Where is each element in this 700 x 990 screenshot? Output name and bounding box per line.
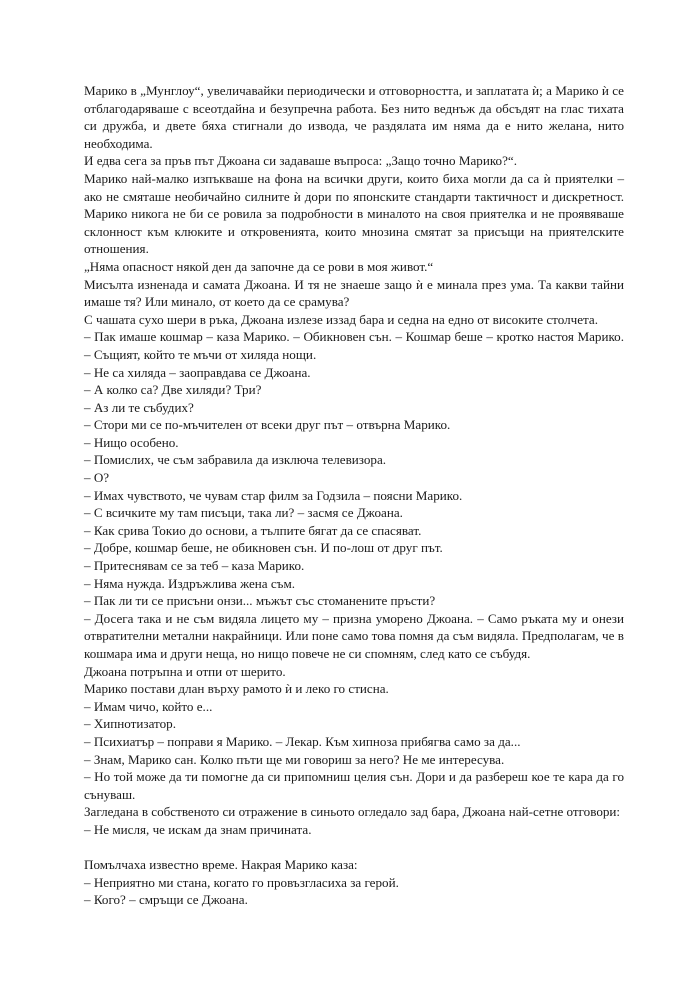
paragraph: Помълчаха известно време. Накрая Марико каза: (84, 857, 358, 873)
paragraph: С чашата сухо шери в ръка, Джоана излезе иззад бара и седна на едно от високите столчета. (84, 311, 598, 327)
paragraph: – С всичките му там писъци, така ли? – засмя се Джоана. (84, 505, 403, 521)
paragraph: Джоана потръпна и отпи от шерито. (84, 663, 286, 679)
paragraph: Загледана в собственото си отражение в синьото огледало зад бара, Джоана най-сетне отговори: (84, 804, 621, 820)
paragraph: – Как срива Токио до основи, а тълпите бягат да се спасяват. (84, 522, 422, 538)
paragraph-gap (84, 839, 624, 857)
paragraph: – Неприятно ми стана, когато го провъзгласиха за герой. (84, 874, 399, 890)
paragraph: – А колко са? Две хиляди? Три? (84, 382, 262, 398)
paragraph: – Стори ми се по-мъчителен от всеки друг път – отвърна Марико. (84, 417, 451, 433)
paragraph: – Психиатър – поправи я Марико. – Лекар. Към хипноза прибягва само за да... (84, 733, 521, 749)
paragraph: Марико постави длан върху рамото ѝ и леко го стисна. (84, 681, 389, 697)
paragraph: – Но той може да ти помогне да си припомниш целия сън. Дори и да разбереш кое те кара да го сънуваш. (84, 769, 624, 802)
paragraph: И едва сега за пръв път Джоана си задаваше въпроса: „Защо точно Марико?“. (84, 153, 517, 169)
paragraph: – Досега така и не съм видяла лицето му – призна уморено Джоана. – Само ръката му и онези отвратителни метални накрайници. Или поне само това помня да съм видяла. Предполагам, че в кошмара има и други неща, но нищо повече не си спомням, след като се събудя. (84, 610, 624, 661)
body-text (84, 82, 624, 909)
paragraph: Марико в „Мунглоу“, увеличавайки периодически и отговорността, и заплатата ѝ; а Марико ѝ се отблагодаряваше с всеотдайна и безупречна работа. Без нито веднъж да обсъдят на глас тихата си дружба, и двете бяха стигнали до извода, че раздялата им няма да е нито желана, нито необходима. (84, 83, 624, 151)
paragraph: – Имах чувството, че чувам стар филм за Годзила – поясни Марико. (84, 487, 463, 503)
paragraph: – Помислих, че съм забравила да изключа телевизора. (84, 452, 387, 468)
paragraph: – Пак имаше кошмар – каза Марико. – Обикновен сън. – Кошмар беше – кротко настоя Марико. – Същият, който те мъчи от хиляда нощи. (84, 329, 624, 362)
paragraph: – Пак ли ти се присъни онзи... мъжът със стоманените пръсти? (84, 593, 436, 609)
paragraph: – Притеснявам се за теб – каза Марико. (84, 558, 305, 574)
paragraph: – Не са хиляда – заоправдава се Джоана. (84, 364, 311, 380)
paragraph: – Имам чичо, който е... (84, 698, 213, 714)
paragraph: Марико най-малко изпъкваше на фона на всички други, които биха могли да са ѝ приятелки – ако не смяташе необичайно силните ѝ дори по японските стандарти тактичност и дискретност. Марико никога не би се ровила за подробности в миналото на своя приятелка и не проявяваше склонност към клюките и откровенията, които мнозина смятат за присъщи на приятелските отношения. (84, 170, 624, 257)
paragraph: „Няма опасност някой ден да започне да се рови в моя живот.“ (84, 258, 434, 274)
paragraph: – Нищо особено. (84, 434, 179, 450)
paragraph: – Хипнотизатор. (84, 716, 176, 732)
paragraph: – Няма нужда. Издръжлива жена съм. (84, 575, 296, 591)
paragraph: Мисълта изненада и самата Джоана. И тя не знаеше защо ѝ е минала през ума. Та какви тайни имаше тя? Или минало, от което да се срамува? (84, 276, 624, 310)
paragraph: – Аз ли те събудих? (84, 399, 194, 415)
paragraph: – Добре, кошмар беше, не обикновен сън. И по-лош от друг път. (84, 540, 443, 556)
paragraph: – Кого? – смръщи се Джоана. (84, 892, 248, 908)
paragraph: – Знам, Марико сан. Колко пъти ще ми говориш за него? Не ме интересува. (84, 751, 505, 767)
paragraph: – Не мисля, че искам да знам причината. (84, 821, 312, 837)
paragraph: – О? (84, 470, 110, 486)
